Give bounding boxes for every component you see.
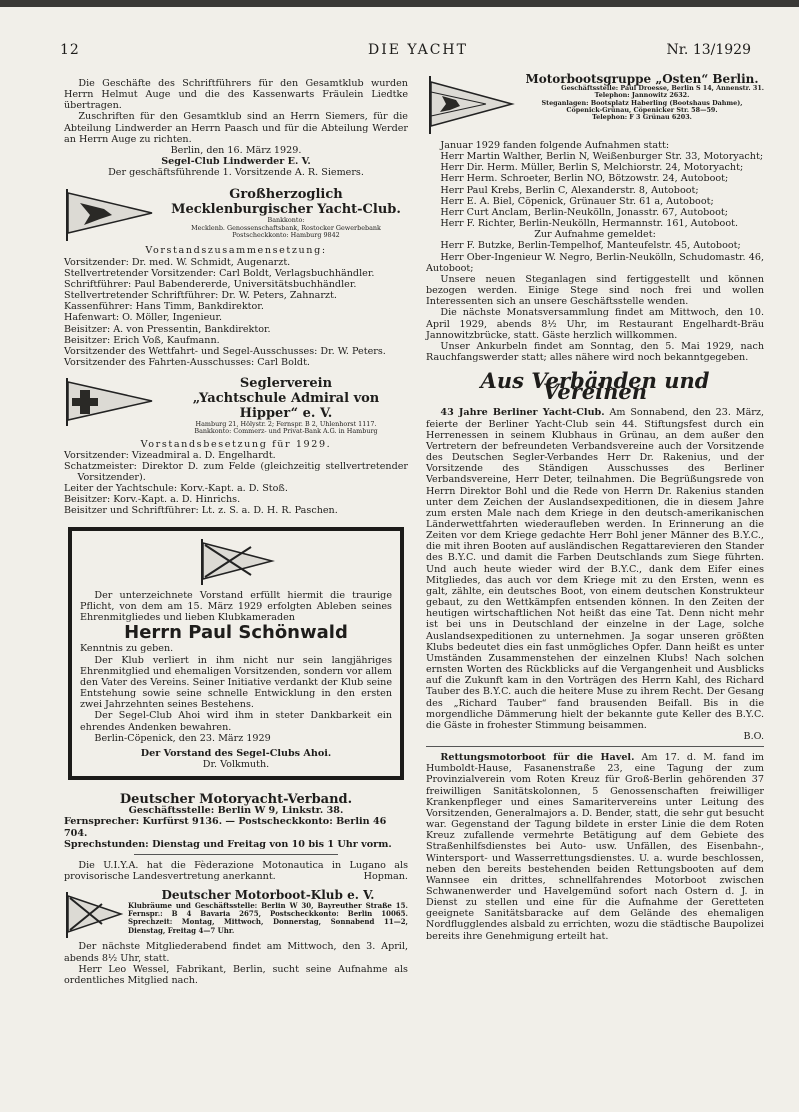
- havel-article: [426, 752, 764, 942]
- hipper-bank: Bankkonto: Commerz- und Privat-Bank A.G. in Hamburg: [194, 427, 378, 436]
- obituary-name: Herrn Paul Schönwald: [124, 622, 348, 644]
- byc-text: Am Sonnabend, den 23. März, feierte der Berliner Yacht-Club sein 44. Stiftungsfest durch ein Herrenessen in seinem Klubhaus in Grünau, an dem außer den Vertretern der befreundeten Verbandsvereine auch der Vorsitzende des Deutschen Segler-Verbandes Herr Dr. Rakenius, und der Vorsitzende des Ständigen Ausschusses des Berliner Verbandsvereine, Herr Deter, teilnahmen. Die Begrüßungsrede von Herrn Direktor Bohl und die Rede von Herrn Dr. Rakenius standen unter dem Zeichen der Auslandsexpeditionen, die in diesem Jahre zum ersten Male nach dem Kriege in den deutsch-amerikanischen Länderwettfahrten wiederaufleben werden. In Erinnerung an die Zeiten vor dem Kriege gedachte Herr Bohl jener Männer des B.Y.C., die mit ihren Booten auf ausländischen Regattarevieren den Stander des B.Y.C. und damit die Farben Deutschlands zum Siege führten. Und auch heute wieder wird der B.Y.C., dank dem Eifer eines Mitgliedes, das auch vor dem Kriege mit zu den Ersten, wenn es galt, zählte, ein deutsches Boot, von einem deutschen Konstrukteur gebaut, zu den Wettkämpfen entsenden können. In den Zeiten der heutigen wirtschaftlichen Not heißt das eine Tat. Denn nicht mehr ist bei uns in Deutschland der einzelne in der Lage, solche Auslandsexpeditionen zu unternehmen. Ja sogar unseren größten Klubs bedeutet dies ein fast unmögliches Opfer. Dann heißt es unter Umständen Zusammenstehen der einzelnen Klubs! Nach solchen ernsten Worten des Rückblicks auf die Vergangenheit und Ausblicks auf die Zukunft kam in den Vorträgen des Herrn Kahl, des Richard Tauber des B.Y.C. auch die heitere Muse zu ihrem Recht. Der Gesang des „Richard Tauber“ fand brausenden Beifall. Bis in die morgendliche Dämmerung hielt der bekannte gute Keller des B.Y.C. die Gäste in frohester Stimmung beisammen.: [426, 407, 764, 731]
- dmbk-text: Der nächste Mitgliederabend findet am Mittwoch, den 3. April, abends 8½ Uhr, statt.: [64, 941, 408, 964]
- dmyv-text: Die U.I.Y.A. hat die Fèderazione Motonautica in Lugano als provisorische Landesvertretung anerkannt.: [64, 859, 408, 883]
- mecklenburg-title-2: Mecklenburgischer Yacht-Club.: [171, 202, 401, 218]
- pending-entry: Herr F. Butzke, Berlin-Tempelhof, Manteufelstr. 45, Autoboot;: [440, 240, 741, 252]
- ahoi-burgee-icon: [196, 537, 276, 587]
- mecklenburg-postscheck: Postscheckkonto: Hamburg 9842: [232, 230, 340, 239]
- dmbk-address: Klubräume und Geschäftsstelle: Berlin W 30, Bayreuther Straße 15. Fernspr.: B 4 Bavaria 2675, Postscheckkonto: Berlin 10065. Sprechzeit: Montag, Mittwoch, Donnerstag, Sonnabend 11—2, Dienstag, Freitag 4—7 Uhr.: [128, 900, 408, 935]
- dmbk-header: [64, 890, 408, 938]
- dmyv-title: Deutscher Motoryacht-Verband.: [119, 792, 353, 808]
- left-column: [64, 78, 408, 986]
- dmbk-burgee-icon: [64, 890, 124, 940]
- member-entry: Herr F. Richter, Berlin-Neukölln, Hermannstr. 161, Autoboot.: [440, 218, 739, 230]
- member-entry: Herr Dir. Herm. Müller, Berlin S, Melchiorstr. 24, Motoryacht;: [440, 162, 744, 174]
- board-entry: Kassenführer: Hans Timm, Bankdirektor.: [64, 301, 264, 313]
- intro-date: Berlin, den 16. März 1929.: [170, 144, 302, 156]
- obituary-date: Berlin-Cöpenick, den 23. März 1929: [94, 732, 271, 744]
- section-title: Aus Verbänden und Vereinen: [480, 368, 710, 405]
- dmyv-office: Geschäftsstelle: Berlin W 9, Linkstr. 38.: [128, 805, 344, 817]
- board-entry: Stellvertretender Schriftführer: Dr. W. Peters, Zahnarzt.: [64, 290, 337, 302]
- pending-heading: Zur Aufnahme gemeldet:: [534, 229, 656, 241]
- board-entry: Hafenwart: O. Möller, Ingenieur.: [64, 312, 223, 324]
- dmyv-sign: Hopman.: [363, 871, 408, 883]
- board-entry: Beisitzer: A. von Pressentin, Bankdirektor.: [64, 323, 271, 335]
- board-entry: Schatzmeister: Direktor D. zum Felde (gleichzeitig stellvertretender Vorsitzender).: [64, 460, 408, 483]
- dmbk-title: Deutscher Motorboot-Klub e. V.: [161, 888, 375, 903]
- member-entry: Herr Paul Krebs, Berlin C, Alexanderstr. 8, Autoboot;: [440, 184, 699, 196]
- intro-paragraph: Die Geschäfte des Schriftführers für den Gesamtklub wurden Herrn Helmut Auge und die des Kassenwarts Fräulein Liedtke übertragen.: [64, 78, 408, 112]
- obituary-text: Der Segel-Club Ahoi wird ihm in steter Dankbarkeit ein ehrendes Andenken bewahren.: [80, 710, 392, 733]
- board-entry: Vorsitzender: Dr. med. W. Schmidt, Augenarzt.: [64, 256, 291, 268]
- mecklenburg-burgee-icon: [64, 187, 156, 243]
- osten-text: Unsere neuen Steganlagen sind fertiggestellt und können bezogen werden. Einige Stege sind noch frei und wollen Interessenten sich an unsere Geschäftsstelle wenden.: [426, 273, 764, 308]
- member-entry: Herr Curt Anclam, Berlin-Neukölln, Jonasstr. 67, Autoboot;: [440, 206, 728, 218]
- havel-text: Am 17. d. M. fand im Humboldt-Hause, Fasanenstraße 23, eine Tagung der zum Provinzialverein vom Roten Kreuz für Groß-Berlin gehörenden 37 freiwilligen Sanitätskolonnen, 5 Genossenschaften freiwilliger Krankenpfleger und eines Samaritervereins unter Leitung des Vorsitzenden, Generalmajors a. D. Bender, statt, die sehr gut besucht war. Gegenstand der Tagung bildete in erster Linie die dem Roten Kreuz zufallende vermehrte Betätigung auf dem Gebiete des Straßenhilfsdienstes bei Auto- usw. Unfällen, des Eisenbahn-, Wintersport- und Wasserrettungsdienstes. U. a. wurde beschlossen, neben den bereits bestehenden beiden Rettungsbooten auf dem Wannsee ein drittes, schnellfahrendes Motorboot zwischen Schwanenwerder und Havelgemünd sofort nach Ostern d. J. in Dienst zu stellen und eine für die Aufnahme der Geretteten geeignete Sanitätsbaracke auf dem Gelände des ehemaligen Nordflugglendes alsbald zu errichten, wozu die städtische Baupolizei bereits ihre Genehmigung erteilt hat.: [426, 752, 764, 942]
- board-entry: Stellvertretender Vorsitzender: Carl Boldt, Verlagsbuchhändler.: [64, 267, 375, 279]
- hipper-title-2: „Yachtschule Admiral von Hipper“ e. V.: [192, 391, 380, 422]
- member-entry: Herr Martin Walther, Berlin N, Weißenburger Str. 33, Motoryacht;: [440, 151, 764, 163]
- member-entry: Herr Herm. Schroeter, Berlin NO, Bötzowstr. 24, Autoboot;: [440, 173, 729, 185]
- hipper-board-heading: Vorstandsbesetzung für 1929.: [140, 438, 332, 450]
- issue-number: Nr. 13/1929: [666, 42, 751, 58]
- obituary-signature-name: Dr. Volkmuth.: [202, 758, 270, 770]
- hipper-header: [64, 376, 408, 435]
- pending-entry: Herr Ober-Ingenieur W. Negro, Berlin-Neukölln, Schudomastr. 46, Autoboot;: [426, 251, 764, 274]
- obituary-flag-wrap: [80, 537, 392, 590]
- mecklenburg-board-heading: Vorstandszusammensetzung:: [145, 245, 327, 257]
- magazine-title: DIE YACHT: [368, 42, 468, 58]
- havel-headline: Rettungsmotorboot für die Havel.: [440, 752, 635, 764]
- osten-address: Geschäftsstelle: Paul Droesse, Berlin S 14, Annenstr. 31.: [561, 84, 764, 93]
- osten-text: Die nächste Monatsversammlung findet am Mittwoch, den 10. April 1929, abends 8½ Uhr, im Restaurant Engelhardt-Bräu Jannowitzbrücke, statt. Gäste herzlich willkommen.: [426, 307, 764, 341]
- mecklenburg-title-1: Großherzoglich: [229, 187, 343, 203]
- obituary-text: Der Klub verliert in ihm nicht nur sein langjähriges Ehrenmitglied und ehemaligen Vorsitzenden, sondern vor allem den Vater des Vereins. Seiner Initiative verdankt der Klub seine Entstehung sowie seine schnelle Entwicklung in den ersten zwei Jahrzehnten seines Bestehens.: [80, 654, 392, 711]
- byc-sign: B.O.: [743, 730, 764, 742]
- board-entry: Schriftführer: Paul Babendererde, Universitätsbuchhändler.: [64, 278, 357, 290]
- board-entry: Beisitzer: Korv.-Kapt. a. D. Hinrichs.: [64, 494, 241, 506]
- page-top-border: [0, 0, 799, 7]
- intro-signature: Der geschäftsführende 1. Vorsitzende A. R. Siemers.: [108, 167, 364, 179]
- board-entry: Beisitzer: Erich Voß, Kaufmann.: [64, 334, 220, 346]
- hipper-title-1: Seglerverein: [239, 376, 333, 392]
- osten-phone: Telephon: Jannowitz 2632.: [594, 91, 690, 100]
- board-entry: Vorsitzender des Fahrten-Ausschusses: Carl Boldt.: [64, 356, 310, 368]
- dmyv-hours: Sprechstunden: Dienstag und Freitag von 10 bis 1 Uhr vorm.: [64, 838, 392, 850]
- obituary-box: [68, 527, 404, 781]
- osten-intro: Januar 1929 fanden folgende Aufnahmen statt:: [440, 140, 670, 151]
- page-number: 12: [60, 42, 80, 58]
- board-entry: Beisitzer und Schriftführer: Lt. z. S. a. D. H. R. Paschen.: [64, 505, 338, 517]
- board-entry: Vorsitzender des Wettfahrt- und Segel-Ausschusses: Dr. W. Peters.: [64, 345, 386, 357]
- right-column: [426, 74, 764, 942]
- intro-paragraph: Zuschriften für den Gesamtklub sind an Herrn Siemers, für die Abteilung Lindwerder an Herrn Paasch und für die Abteilung Werder an Herrn Auge zu richten.: [64, 111, 408, 145]
- byc-article: [426, 407, 764, 731]
- osten-jetty: Steganlagen: Bootsplatz Haberling (Bootshaus Dahme),: [541, 98, 743, 107]
- obituary-intro: Der unterzeichnete Vorstand erfüllt hiermit die traurige Pflicht, von dem am 15. März 1929 erfolgten Ableben seines Ehrenmitgliedes und lieben Klubkameraden: [80, 589, 392, 624]
- divider: [426, 746, 764, 747]
- hipper-address: Hamburg 21, Hölystr. 2; Fernspr. B 2, Uhlenhorst 1117.: [195, 420, 377, 429]
- intro-club: Segel-Club Lindwerder E. V.: [161, 156, 311, 168]
- obituary-text: Kenntnis zu geben.: [80, 643, 174, 655]
- osten-title: Motorbootsgruppe „Osten“ Berlin.: [525, 72, 759, 86]
- osten-jetty-phone: Telephon: F 3 Grünau 6203.: [592, 112, 692, 121]
- dmyv-phone: Fernsprecher: Kurfürst 9136. — Postscheckkonto: Berlin 46 704.: [64, 816, 387, 839]
- board-entry: Leiter der Yachtschule: Korv.-Kapt. a. D. Stoß.: [64, 483, 288, 495]
- byc-headline: 43 Jahre Berliner Yacht-Club.: [440, 407, 605, 419]
- osten-text: Unser Ankurbeln findet am Sonntag, den 5. Mai 1929, nach Rauchfangswerder statt; alles nähere wird noch bekanntgegeben.: [426, 340, 764, 363]
- osten-header: [426, 74, 764, 134]
- member-entry: Herr E. A. Biel, Cöpenick, Grünauer Str. 61 a, Autoboot;: [440, 195, 714, 207]
- hipper-burgee-icon: [64, 376, 156, 428]
- obituary-signature: Der Vorstand des Segel-Clubs Ahoi.: [140, 747, 332, 759]
- mecklenburg-bank-label: Bankkonto:: [267, 216, 305, 225]
- mecklenburg-header: [64, 187, 408, 241]
- dmbk-text: Herr Leo Wessel, Fabrikant, Berlin, sucht seine Aufnahme als ordentliches Mitglied nach.: [64, 963, 408, 986]
- board-entry: Vorsitzender: Vizeadmiral a. D. Engelhardt.: [64, 449, 276, 461]
- osten-jetty-address: Cöpenick-Grünau, Cöpenicker Str. 58—59.: [566, 105, 718, 114]
- osten-burgee-icon: [426, 74, 516, 136]
- divider: [134, 854, 338, 855]
- mecklenburg-bank: Mecklenb. Genossenschaftsbank, Rostocker Gewerbebank: [191, 223, 381, 232]
